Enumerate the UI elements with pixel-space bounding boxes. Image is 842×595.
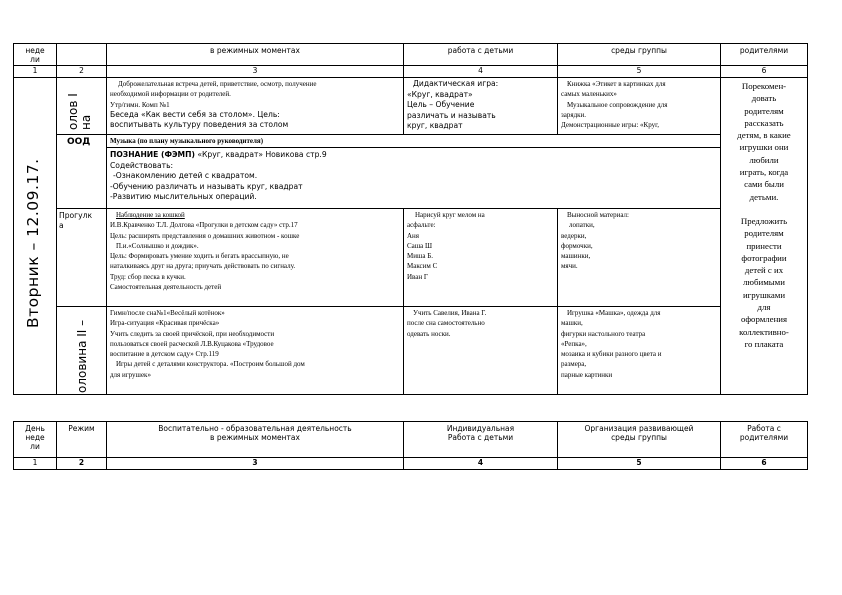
text-line: Игрушка «Машка», одежда для [567, 309, 661, 317]
text-line: Книжка «Этикет в картинках для [567, 80, 666, 88]
parents-line: родителям [744, 228, 784, 239]
number-cell: 4 [403, 65, 558, 78]
text-line: мозаика и кубики разного цвета и [561, 350, 662, 359]
parents-line: принести [746, 240, 782, 251]
text-line: Дидактическая игра: [413, 79, 499, 88]
text-line: одевать носки. [407, 329, 451, 338]
parents-recommendation-cell [720, 77, 808, 395]
morning-activities-cell [106, 77, 404, 135]
text-line: различать и называть [407, 110, 496, 120]
text-line: Цель: расширять представления о домашних животном - кошке [110, 231, 300, 240]
header-environment-cell: среды группы [557, 43, 721, 66]
header-individual-cell: работа с детьми [403, 43, 558, 66]
morning-individual-cell [403, 77, 558, 135]
text-line: размера, [561, 360, 587, 369]
text-line: Учить следить за своей причёской, при необходимости [110, 329, 275, 338]
parents-line: Предложить [740, 215, 788, 226]
header-activities-cell: в режимных моментах [106, 43, 404, 66]
text-line: необходимой информации от родителей. [110, 90, 231, 99]
text-line: круг, квадрат [407, 121, 463, 130]
music-line [107, 135, 720, 148]
text-line: воспитание в детском саду» Стр.119 [110, 350, 219, 359]
second-half-label: оловина II – [75, 319, 89, 393]
regime-morning-cell [56, 77, 107, 135]
header-parents-cell: Работа с родителями [720, 421, 808, 458]
parents-line: любили [749, 154, 779, 165]
text-line: «Круг, квадрат» [407, 89, 473, 99]
walk-activities-cell [106, 208, 404, 307]
number-cell: 3 [106, 457, 404, 470]
text-line: Выносной материал: [567, 211, 629, 219]
text-line: Учить Савелия, Ивана Г. [413, 309, 487, 317]
text-line: воспитывать культуру поведения за столом [110, 120, 289, 130]
text-line: машинки, [561, 252, 591, 261]
walk-title: Наблюдение за кошкой [116, 211, 185, 219]
regime-ood-cell [56, 134, 107, 209]
text-line: Труд: сбор песка в кучки. [110, 272, 186, 281]
text-line: Максим С [407, 262, 438, 271]
parents-line: Порекомен- [741, 81, 787, 91]
text-line: Аня [407, 231, 420, 240]
header-day-cell: День неде ли [13, 421, 57, 458]
text-line: И.В.Кравченко Т.Л. Долгова «Прогулки в детском саду» стр.17 [110, 221, 298, 230]
header-activities-cell: Воспитательно - образовательная деятельность в режимных моментах [106, 421, 404, 458]
parents-line: для [757, 302, 771, 313]
text-line: «Репка», [561, 339, 587, 348]
parents-line: коллективно- [739, 326, 789, 337]
text-line: Утр/гимн. Комп №1 [110, 100, 170, 109]
text-line: Миша Б. [407, 252, 433, 261]
parents-line: детей с их [744, 265, 784, 276]
text-line: Доброжелательная встреча детей, приветствие, осмотр, получение [118, 80, 317, 88]
goal-line: -Обучению различать и называть круг, квадрат [110, 181, 303, 191]
text-line: Музыкальное сопровождение для [567, 100, 668, 109]
parents-line: родителям [744, 105, 784, 116]
number-cell: 2 [56, 65, 107, 78]
text-line: Самостоятельная деятельность детей [110, 283, 222, 292]
text-line: Нарисуй круг мелом на [415, 211, 485, 219]
parents-line: любимыми [743, 277, 785, 288]
number-cell: 3 [106, 65, 404, 78]
number-cell: 2 [56, 457, 107, 470]
parents-line: игрушки они [739, 142, 789, 153]
text-line: Игры детей с деталями конструктора. «Построим большой дом [116, 360, 305, 369]
walk-individual-cell [403, 208, 558, 307]
text-line: формочки, [561, 241, 593, 250]
cognition-reference: «Круг, квадрат» Новикова стр.9 [197, 150, 327, 159]
parents-line: игрушками [742, 289, 786, 300]
evening-environment-cell [557, 306, 721, 395]
text-line: наталкиваясь друг на друга; приучать действовать по сигналу. [110, 262, 296, 271]
number-cell: 5 [557, 457, 721, 470]
number-cell: 6 [720, 65, 808, 78]
text-line: Демонстрационные игры: «Круг, [561, 121, 659, 130]
text-line: ведерки, [561, 231, 587, 240]
parents-line: оформления [740, 314, 788, 325]
text-line: машки, [561, 319, 583, 328]
goal-line: -Ознакомлению детей с квадратом. [113, 171, 258, 180]
header-individual-cell: Индивидуальная Работа с детьми [403, 421, 558, 458]
parents-line: играть, когда [739, 167, 789, 178]
text-line: пользоваться своей расческой Л.В.Куцакова «Трудовое [110, 339, 274, 348]
text-line: Игра-ситуация «Красивая причёска» [110, 319, 220, 328]
parents-line: довать [751, 93, 777, 104]
regime-walk-cell [56, 208, 107, 307]
parents-line: сами были [744, 179, 784, 190]
number-cell: 4 [403, 457, 558, 470]
walk-label: Прогулк а [59, 211, 93, 230]
parents-spacer [725, 203, 803, 215]
parents-line: детьми. [749, 191, 779, 202]
evening-activities-cell [106, 306, 404, 395]
text-line: Гимн/после сна№1«Весёлый котёнок» [110, 309, 225, 317]
walk-environment-cell [557, 208, 721, 307]
parents-line: го плаката [744, 338, 784, 349]
header-environment-cell: Организация развивающей среды группы [557, 421, 721, 458]
goals-title: Содействовать: [110, 160, 174, 170]
text-line: самых маленьких» [561, 90, 617, 99]
text-line: асфальте: [407, 221, 436, 230]
text-line: Саша Ш [407, 241, 433, 250]
text-line: лопатки, [569, 221, 595, 230]
goal-line: -Развитию мыслительных операций. [110, 192, 257, 201]
text-line: Беседа «Как вести себя за столом». Цель: [110, 109, 280, 119]
music-text: Музыка (по плану музыкального руководителя) [110, 137, 264, 145]
cognition-title: ПОЗНАНИЕ (ФЭМП) [110, 150, 195, 159]
text-line: фигурки настольного театра [561, 329, 646, 338]
header-mode-cell [56, 43, 107, 66]
morning-environment-cell [557, 77, 721, 135]
day-label: Вторник – 12.09.17. [24, 158, 42, 328]
first-half-label: олов I на [66, 93, 93, 130]
text-line: Цель – Обучение [407, 100, 475, 109]
ood-label: ООД [67, 137, 91, 147]
number-cell: 1 [13, 65, 57, 78]
text-line: для игрушек» [110, 370, 151, 379]
evening-individual-cell [403, 306, 558, 395]
text-line: Иван Г [407, 272, 428, 281]
text-line: мячи. [561, 262, 578, 271]
text-line: П.и.«Солнышко и дождик». [116, 241, 199, 250]
number-cell: 6 [720, 457, 808, 470]
cognition-block [107, 148, 720, 204]
parents-line: рассказать [744, 117, 784, 128]
parents-line: детям, в какие [737, 130, 791, 141]
cognition-line [110, 150, 717, 161]
header-parents-cell: родителями [720, 43, 808, 66]
number-cell: 1 [13, 457, 57, 470]
day-cell [13, 77, 57, 395]
header-day-cell: неде ли [13, 43, 57, 66]
parents-line: фотографии [741, 252, 787, 263]
text-line: Цель: Формировать умение ходить и бегать врассыпную, не [110, 252, 289, 261]
text-line: зарядки. [561, 110, 587, 119]
ood-activities-cell [106, 134, 721, 209]
number-cell: 5 [557, 65, 721, 78]
text-line: парные картинки [561, 370, 613, 379]
header-mode-cell: Режим [56, 421, 107, 458]
text-line: после сна самостоятельно [407, 319, 485, 328]
regime-evening-cell [56, 306, 107, 395]
